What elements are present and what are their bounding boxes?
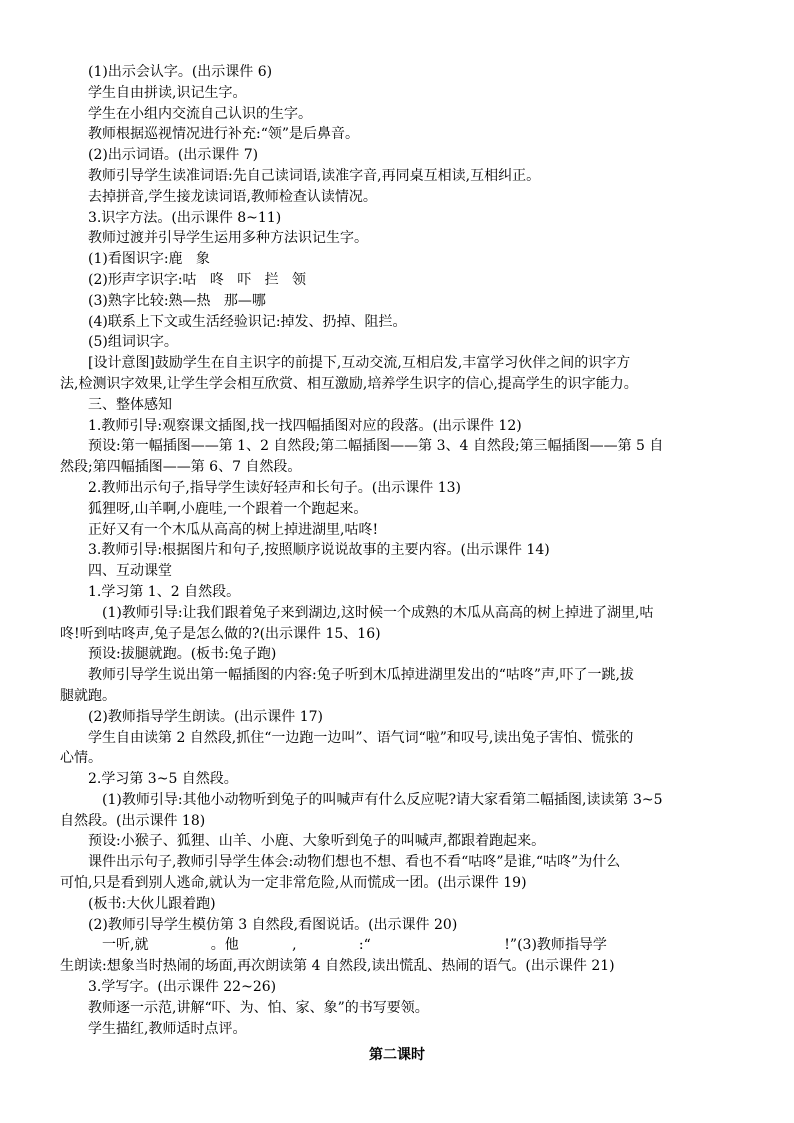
text-line: 腿就跑。 <box>60 687 116 704</box>
text-line: 教师根据巡视情况进行补充:“领”是后鼻音。 <box>88 126 360 143</box>
text-line: 可怕,只是看到别人逃命,就认为一定非常危险,从而慌成一团。(出示课件 19) <box>60 875 527 892</box>
document-body <box>60 62 734 1039</box>
text-line: (1)教师引导:其他小动物听到兔子的叫喊声有什么反应呢?请大家看第二幅插图,读读第 3~5 <box>102 791 663 808</box>
text-line: (2)形声字识字:咕 咚 吓 拦 领 <box>88 271 306 288</box>
text-line: 正好又有一个木瓜从高高的树上掉进湖里,咕咚! <box>88 521 379 538</box>
text-line: 3.识字方法。(出示课件 8~11) <box>88 209 282 226</box>
text-line: 课件出示句子,教师引导学生体会:动物们想也不想、看也不看“咕咚”是谁,“咕咚”为什么 <box>88 854 621 871</box>
text-line: (2)教师指导学生朗读。(出示课件 17) <box>88 708 324 725</box>
text-line: 一听,就 。他 , :“ !”(3)教师指导学 <box>102 937 607 954</box>
section-title: 第二课时 <box>369 1047 425 1064</box>
text-line: (板书:大伙儿跟着跑) <box>88 895 216 912</box>
text-line: 咚!听到咕咚声,兔子是怎么做的?(出示课件 15、16) <box>60 625 381 642</box>
text-line: (2)教师引导学生模仿第 3 自然段,看图说话。(出示课件 20) <box>88 916 458 933</box>
text-line: (4)联系上下文或生活经验识记:掉发、扔掉、阻拦。 <box>88 313 407 330</box>
text-line: 四、互动课堂 <box>88 563 172 580</box>
text-line: 去掉拼音,学生接龙读词语,教师检查认读情况。 <box>88 188 377 205</box>
text-line: 自然段。(出示课件 18) <box>60 812 206 829</box>
text-line: (3)熟字比较:熟—热 那—哪 <box>88 292 266 309</box>
text-line: 学生自由拼读,识记生字。 <box>88 84 247 101</box>
text-line: 3.教师引导:根据图片和句子,按照顺序说说故事的主要内容。(出示课件 14) <box>88 542 550 559</box>
text-line: 学生描红,教师适时点评。 <box>88 1020 247 1037</box>
text-line: (1)看图识字:鹿 象 <box>88 251 210 268</box>
text-line: 预设:拔腿就跑。(板书:兔子跑) <box>88 646 277 663</box>
text-line: 学生在小组内交流自己认识的生字。 <box>88 105 312 122</box>
text-line: 1.教师引导:观察课文插图,找一找四幅插图对应的段落。(出示课件 12) <box>88 417 522 434</box>
text-line: (5)组词识字。 <box>88 334 178 351</box>
text-line: 预设:小猴子、狐狸、山羊、小鹿、大象听到兔子的叫喊声,都跟着跑起来。 <box>88 833 546 850</box>
text-line: 1.学习第 1、2 自然段。 <box>88 583 241 600</box>
text-line: 2.学习第 3~5 自然段。 <box>88 771 238 788</box>
text-line: (2)出示词语。(出示课件 7) <box>88 147 259 164</box>
text-line: 教师过渡并引导学生运用多种方法识记生字。 <box>88 230 368 247</box>
text-line: 教师逐一示范,讲解“吓、为、怕、家、象”的书写要领。 <box>88 999 429 1016</box>
text-line: (1)出示会认字。(出示课件 6) <box>88 64 273 80</box>
text-line: [设计意图]鼓励学生在自主识字的前提下,互动交流,互相启发,丰富学习伙伴之间的识字方 <box>88 355 631 372</box>
text-line: 教师引导学生读准词语:先自己读词语,读准字音,再同桌互相读,互相纠正。 <box>88 167 541 184</box>
text-line: 生朗读:想象当时热闹的场面,再次朗读第 4 自然段,读出慌乱、热闹的语气。(出示课件 21) <box>60 958 615 975</box>
text-line: (1)教师引导:让我们跟着兔子来到湖边,这时候一个成熟的木瓜从高高的树上掉进了湖里,咕 <box>102 604 654 621</box>
text-line: 然段;第四幅插图——第 6、7 自然段。 <box>60 459 302 476</box>
text-line: 心情。 <box>60 750 102 767</box>
text-line: 狐狸呀,山羊啊,小鹿哇,一个跟着一个跑起来。 <box>88 500 368 517</box>
text-line: 教师引导学生说出第一幅插图的内容:兔子听到木瓜掉进湖里发出的“咕咚”声,吓了一跳,拔 <box>88 667 634 684</box>
text-line: 三、整体感知 <box>88 396 172 413</box>
text-line: 2.教师出示句子,指导学生读好轻声和长句子。(出示课件 13) <box>88 479 461 496</box>
text-line: 预设:第一幅插图——第 1、2 自然段;第二幅插图——第 3、4 自然段;第三幅插图——第 5 自 <box>88 438 664 455</box>
text-line: 学生自由读第 2 自然段,抓住“一边跑一边叫”、语气词“啦”和叹号,读出兔子害怕、慌张的 <box>88 729 634 746</box>
text-line: 法,检测识字效果,让学生学会相互欣赏、相互激励,培养学生识字的信心,提高学生的识字能力。 <box>60 375 638 392</box>
text-line: 3.学写字。(出示课件 22~26) <box>88 979 277 996</box>
